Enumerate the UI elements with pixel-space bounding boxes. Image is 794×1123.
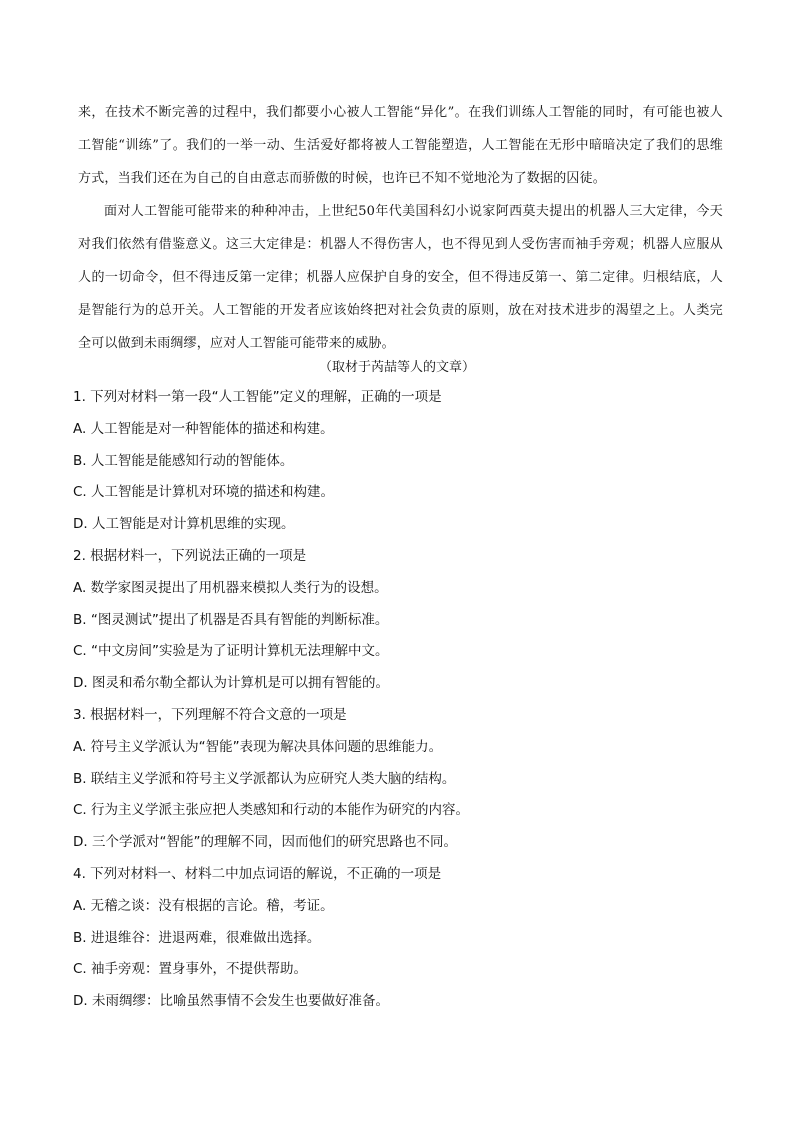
- option-c: C. 袖手旁观：置身事外，不提供帮助。: [73, 961, 308, 978]
- passage-source: （取材于芮喆等人的文章）: [318, 360, 475, 375]
- option-b: B. 进退维谷：进退两难，很难做出选择。: [73, 929, 321, 946]
- option-b: B. “图灵测试”提出了机器是否具有智能的判断标准。: [73, 611, 389, 628]
- question-stem: 3. 根据材料一，下列理解不符合文意的一项是: [73, 706, 347, 723]
- option-a: A. 无稽之谈：没有根据的言论。稽，考证。: [73, 897, 334, 914]
- passage-paragraph-2: 面对人工智能可能带来的种种冲击，上世纪50年代美国科幻小说家阿西莫夫提出的机器人三大定律，今天对我们依然有借鉴意义。这三大定律是：机器人不得伤害人，也不得见到人受伤害而袖手旁观；机器人应服从人的一切命令，但不得违反第一定律；机器人应保护自身的安全，但不得违反第一、第二定律。归根结底，人是智能行为的总开关。人工智能的开发者应该始终把对社会负责的原则，放在对技术进步的渴望之上。人类完全可以做到未雨绸缪，应对人工智能可能带来的威胁。: [78, 204, 723, 351]
- question-1: [73, 386, 733, 545]
- option-b: B. 联结主义学派和符号主义学派都认为应研究人类大脑的结构。: [73, 770, 456, 787]
- option-a: A. 数学家图灵提出了用机器来模拟人类行为的设想。: [73, 579, 388, 596]
- option-a: A. 人工智能是对一种智能体的描述和构建。: [73, 420, 334, 437]
- question-4: [73, 863, 733, 1022]
- question-3: [73, 704, 733, 863]
- option-c: C. 人工智能是计算机对环境的描述和构建。: [73, 484, 335, 501]
- passage-paragraph-1: 来，在技术不断完善的过程中，我们都要小心被人工智能“异化”。在我们训练人工智能的同时，有可能也被人工智能“训练”了。我们的一举一动、生活爱好都将被人工智能塑造，人工智能在无形中暗暗决定了我们的思维方式，当我们还在为自己的自由意志而骄傲的时候，也许已不知不觉地沦为了数据的囚徒。: [78, 105, 723, 186]
- option-c: C. 行为主义学派主张应把人类感知和行动的本能作为研究的内容。: [73, 802, 470, 819]
- question-stem: 1. 下列对材料一第一段“人工智能”定义的理解，正确的一项是: [73, 389, 442, 405]
- option-a: A. 符号主义学派认为“智能”表现为解决具体问题的思维能力。: [73, 738, 443, 755]
- question-stem: 2. 根据材料一，下列说法正确的一项是: [73, 547, 307, 564]
- option-c: C. “中文房间”实验是为了证明计算机无法理解中文。: [73, 643, 389, 660]
- option-d: D. 人工智能是对计算机思维的实现。: [73, 516, 295, 533]
- option-d: D. 图灵和希尔勒全都认为计算机是可以拥有智能的。: [73, 675, 389, 692]
- reading-passage: [78, 96, 723, 360]
- option-d: D. 三个学派对“智能”的理解不同，因而他们的研究思路也不同。: [73, 834, 457, 851]
- question-stem: 4. 下列对材料一、材料二中加点词语的解说，不正确的一项是: [73, 865, 442, 882]
- option-d: D. 未雨绸缪：比喻虽然事情不会发生也要做好准备。: [73, 993, 389, 1010]
- option-b: B. 人工智能是能感知行动的智能体。: [73, 452, 294, 469]
- question-2: [73, 545, 733, 704]
- question-list: [73, 386, 733, 1022]
